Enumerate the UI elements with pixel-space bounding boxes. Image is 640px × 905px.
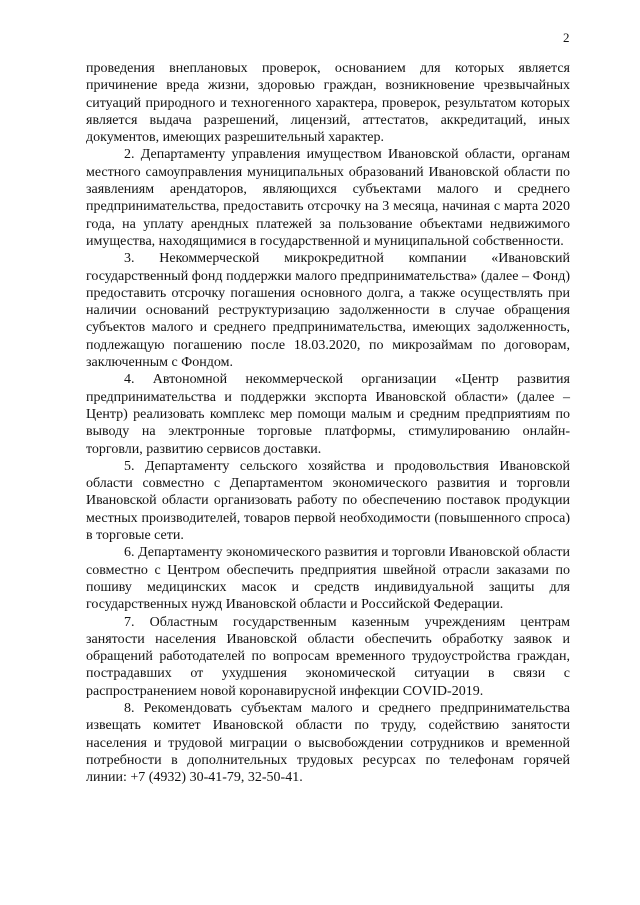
paragraph-item-2: 2. Департаменту управления имуществом Ивановской области, органам местного самоуправления муниципальных образований Ивановской области по заявлениям арендаторов, являющихся субъектами малого и среднего предпринимательства, предоставить отсрочку на 3 месяца, начиная с марта 2020 года, на уплату арендных платежей за пользование объектами недвижимого имущества, находящимися в государственной и муниципальной собственности. [86, 147, 570, 249]
paragraph-item-8: 8. Рекомендовать субъектам малого и среднего предпринимательства извещать комитет Ивановской области по труду, содействию занятости населения и трудовой миграции о высвобождении сотрудников и временной потребности в дополнительных трудовых ресурсах по телефонам горячей линии: +7 (4932) 30-41-79, 32-50-41. [86, 700, 570, 786]
paragraph-continuation: проведения внеплановых проверок, основанием для которых является причинение вреда жизни, здоровью граждан, возникновение чрезвычайных ситуаций природного и техногенного характера, проверок, результатом которых является выдача разрешений, лицензий, аттестатов, аккредитаций, иных документов, имеющих разрешительный характер. [86, 61, 570, 146]
paragraph-item-3: 3. Некоммерческой микрокредитной компании «Ивановский государственный фонд поддержки малого предпринимательства» (далее – Фонд) предоставить отсрочку погашения основного долга, а также осуществлять при наличии оснований реструктуризацию задолженности в случае обращения субъектов малого и среднего предпринимательства, имеющих задолженность, подлежащую погашению после 18.03.2020, по микрозаймам по договорам, заключенным с Фондом. [86, 251, 570, 371]
paragraph-item-4: 4. Автономной некоммерческой организации «Центр развития предпринимательства и поддержки экспорта Ивановской области» (далее – Центр) реализовать комплекс мер помощи малым и средним предприятиям по выводу на электронные торговые платформы, стимулированию онлайн-торговли, развитию сервисов доставки. [86, 372, 570, 457]
document-body [86, 60, 570, 786]
paragraph-item-6: 6. Департаменту экономического развития и торговли Ивановской области совместно с Центром обеспечить предприятия швейной отрасли заказами по пошиву медицинских масок и средств индивидуальной защиты для государственных нужд Ивановской области и Российской Федерации. [86, 545, 570, 613]
paragraph-item-7: 7. Областным государственным казенным учреждениям центрам занятости населения Ивановской области обеспечить обработку заявок и обращений работодателей по вопросам временного трудоустройства граждан, пострадавших от ухудшения экономической ситуации в связи с распространением новой коронавирусной инфекции COVID-2019. [86, 614, 570, 699]
page-number: 2 [563, 30, 570, 45]
paragraph-item-5: 5. Департаменту сельского хозяйства и продовольствия Ивановской области совместно с Департаментом экономического развития и торговли Ивановской области организовать работу по обеспечению поставок продукции местных производителей, товаров первой необходимости (повышенного спроса) в торговые сети. [86, 458, 570, 544]
